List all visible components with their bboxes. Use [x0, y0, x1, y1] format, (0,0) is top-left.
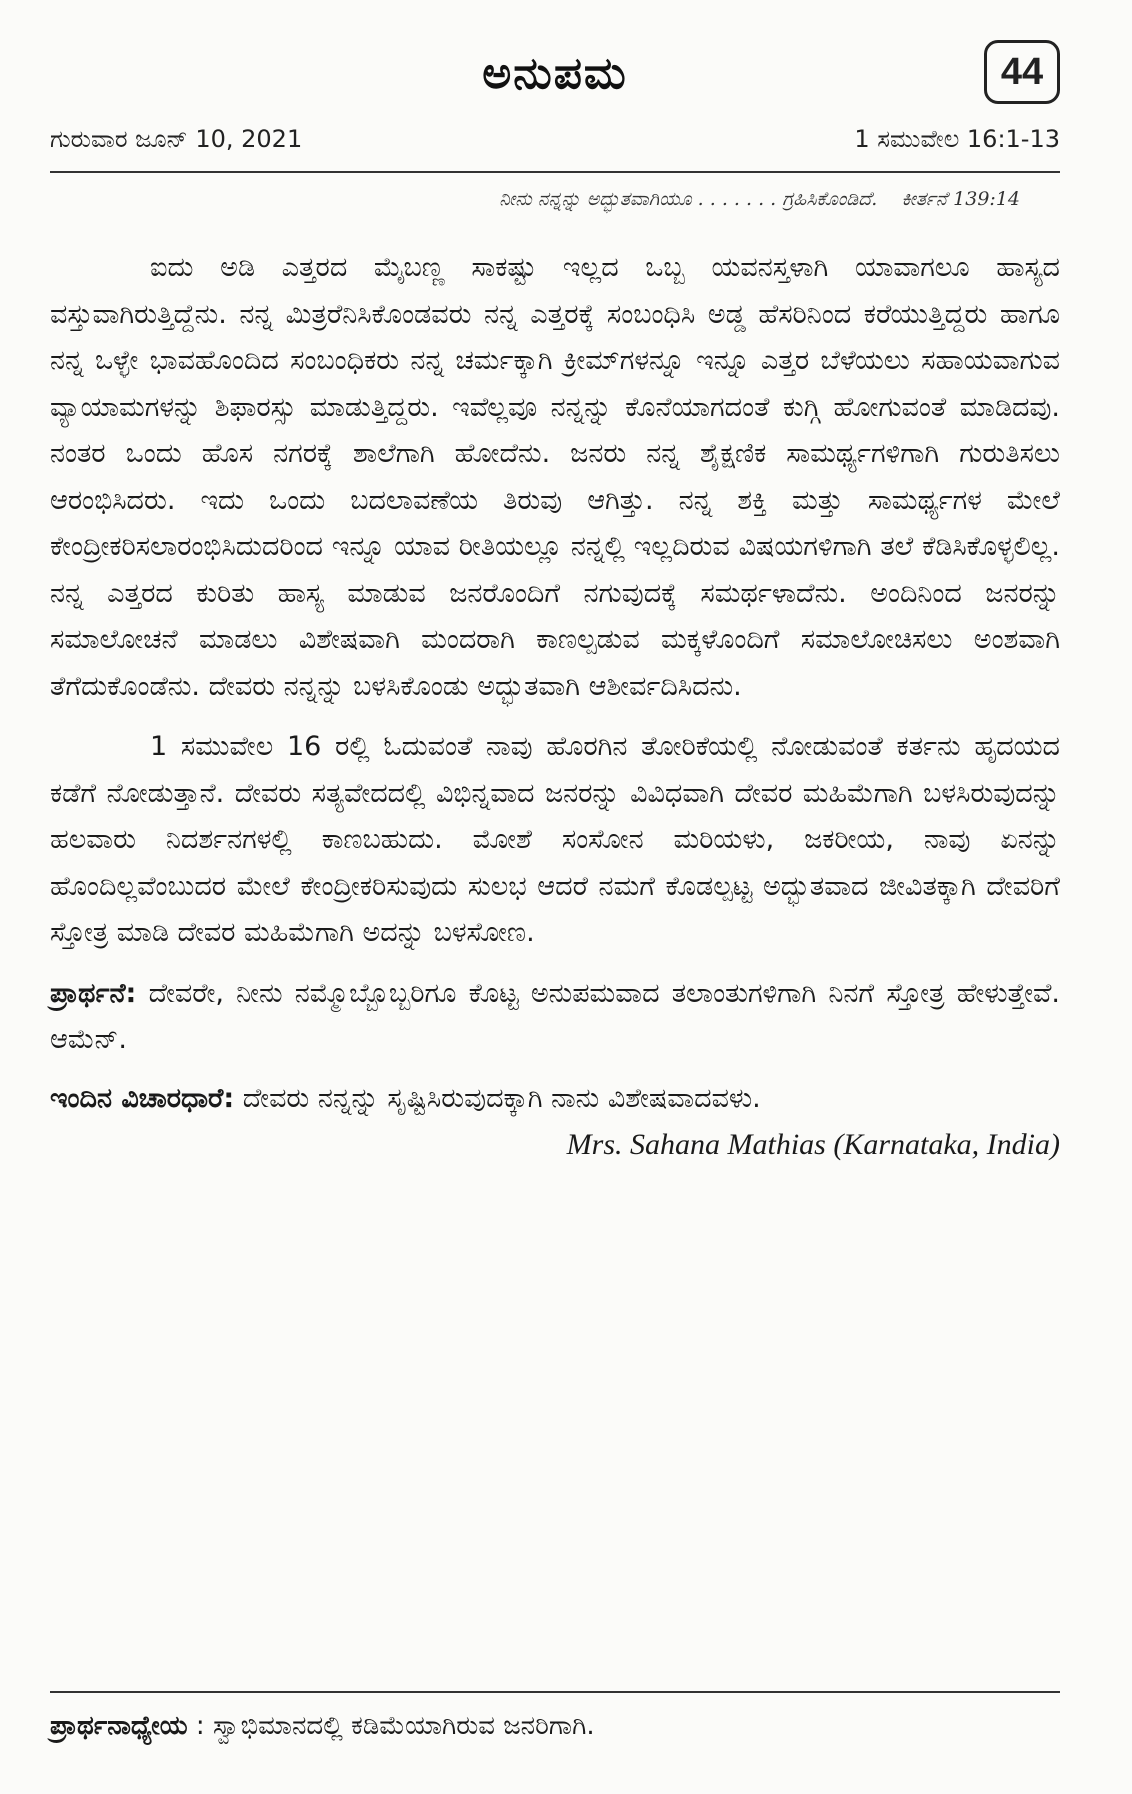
prayer-label: ಪ್ರಾರ್ಥನೆ: [50, 977, 137, 1009]
devotional-page [50, 30, 1060, 1770]
thought-label: ಇಂದಿನ ವಿಚಾರಧಾರೆ: [50, 1082, 235, 1114]
page-number-badge: 44 [984, 40, 1060, 104]
author: Mrs. Sahana Mathias (Karnataka, India) [566, 1128, 1060, 1161]
paragraph-1: ಐದು ಅಡಿ ಎತ್ತರದ ಮೈಬಣ್ಣ ಸಾಕಷ್ಟು ಇಲ್ಲದ ಒಬ್ಬ ಯವನಸ್ತಳಾಗಿ ಯಾವಾಗಲೂ ಹಾಸ್ಯದ ವಸ್ತುವಾಗಿರುತ್ತಿದ್ದೆನು. ನನ್ನ ಮಿತ್ರರೆನಿಸಿಕೊಂಡವರು ನನ್ನ ಎತ್ತರಕ್ಕೆ ಸಂಬಂಧಿಸಿ ಅಡ್ಡ ಹೆಸರಿನಿಂದ ಕರೆಯುತ್ತಿದ್ದರು ಹಾಗೂ ನನ್ನ ಒಳ್ಳೇ ಭಾವಹೊಂದಿದ ಸಂಬಂಧಿಕರು ನನ್ನ ಚರ್ಮಕ್ಕಾಗಿ ಕ್ರೀಮ್‌ಗಳನ್ನೂ ಇನ್ನೂ ಎತ್ತರ ಬೆಳೆಯಲು ಸಹಾಯವಾಗುವ ವ್ಯಾಯಾಮಗಳನ್ನು ಶಿಫಾರಸ್ಸು ಮಾಡುತ್ತಿದ್ದರು. ಇವೆಲ್ಲವೂ ನನ್ನನ್ನು ಕೊನೆಯಾಗದಂತೆ ಕುಗ್ಗಿ ಹೋಗುವಂತೆ ಮಾಡಿದವು. ನಂತರ ಒಂದು ಹೊಸ ನಗರಕ್ಕೆ ಶಾಲೆಗಾಗಿ ಹೋದೆನು. ಜನರು ನನ್ನ ಶೈಕ್ಷಣಿಕ ಸಾಮರ್ಥ್ಯಗಳಿಗಾಗಿ ಗುರುತಿಸಲು ಆರಂಭಿಸಿದರು. ಇದು ಒಂದು ಬದಲಾವಣೆಯ ತಿರುವು ಆಗಿತ್ತು. ನನ್ನ ಶಕ್ತಿ ಮತ್ತು ಸಾಮರ್ಥ್ಯಗಳ ಮೇಲೆ ಕೇಂದ್ರೀಕರಿಸಲಾರಂಭಿಸಿದುದರಿಂದ ಇನ್ನೂ ಯಾವ ರೀತಿಯಲ್ಲೂ ನನ್ನಲ್ಲಿ ಇಲ್ಲದಿರುವ ವಿಷಯಗಳಿಗಾಗಿ ತಲೆ ಕೆಡಿಸಿಕೊಳ್ಳಲಿಲ್ಲ. ನನ್ನ ಎತ್ತರದ ಕುರಿತು ಹಾಸ್ಯ ಮಾಡುವ ಜನರೊಂದಿಗೆ ನಗುವುದಕ್ಕೆ ಸಮರ್ಥಳಾದೆನು. ಅಂದಿನಿಂದ ಜನರನ್ನು ಸಮಾಲೋಚನೆ ಮಾಡಲು ವಿಶೇಷವಾಗಿ ಮಂದರಾಗಿ ಕಾಣಲ್ಪಡುವ ಮಕ್ಕಳೊಂದಿಗೆ ಸಮಾಲೋಚಿಸಲು ಅಂಶವಾಗಿ ತೆಗೆದುಕೊಂಡೆನು. ದೇವರು ನನ್ನನ್ನು ಬಳಸಿಕೊಂಡು ಅದ್ಭುತವಾಗಿ ಆಶೀರ್ವದಿಸಿದನು. [50, 252, 1060, 702]
prayer-focus [50, 1711, 1060, 1742]
page-title: ಅನುಪಮ [482, 48, 628, 99]
header-divider [50, 171, 1060, 173]
date: ಗುರುವಾರ ಜೂನ್ 10, 2021 [50, 125, 303, 153]
prayer-focus-label: ಪ್ರಾರ್ಥನಾಧ್ಯೇಯ [50, 1711, 188, 1741]
prayer [50, 971, 1060, 1064]
footer-divider [50, 1691, 1060, 1693]
key-verse-reference: ಕೀರ್ತನೆ 139:14 [901, 188, 1020, 210]
key-verse-text: ನೀನು ನನ್ನನ್ನು ಅದ್ಭುತವಾಗಿಯೂ . . . . . . . ಗ್ರಹಿಸಿಕೊಂಡಿದೆ. [499, 188, 878, 210]
scripture-reference: 1 ಸಮುವೇಲ 16:1-13 [854, 125, 1060, 153]
date-row [50, 125, 1060, 153]
prayer-text: ದೇವರೇ, ನೀನು ನಮ್ಮೊಬ್ಬೊಬ್ಬರಿಗೂ ಕೊಟ್ಟ ಅನುಪಮವಾದ ತಲಾಂತುಗಳಿಗಾಗಿ ನಿನಗೆ ಸ್ತೋತ್ರ ಹೇಳುತ್ತೇವೆ. ಆಮೆನ್. [50, 977, 1060, 1055]
thought-text: ದೇವರು ನನ್ನನ್ನು ಸೃಷ್ಟಿಸಿರುವುದಕ್ಕಾಗಿ ನಾನು ವಿಶೇಷವಾದವಳು. [242, 1082, 761, 1114]
key-verse [50, 188, 1060, 210]
article-body [50, 245, 1060, 1169]
prayer-focus-separator: : [195, 1711, 205, 1741]
thought-for-today [50, 1076, 1060, 1161]
prayer-focus-text: ಸ್ವಾಭಿಮಾನದಲ್ಲಿ ಕಡಿಮೆಯಾಗಿರುವ ಜನರಿಗಾಗಿ. [212, 1711, 595, 1741]
paragraph-2: 1 ಸಮುವೇಲ 16 ರಲ್ಲಿ ಓದುವಂತೆ ನಾವು ಹೊರಗಿನ ತೋರಿಕೆಯಲ್ಲಿ ನೋಡುವಂತೆ ಕರ್ತನು ಹೃದಯದ ಕಡೆಗೆ ನೋಡುತ್ತಾನೆ. ದೇವರು ಸತ್ಯವೇದದಲ್ಲಿ ವಿಭಿನ್ನವಾದ ಜನರನ್ನು ವಿವಿಧವಾಗಿ ದೇವರ ಮಹಿಮೆಗಾಗಿ ಬಳಸಿರುವುದನ್ನು ಹಲವಾರು ನಿದರ್ಶನಗಳಲ್ಲಿ ಕಾಣಬಹುದು. ಮೋಶೆ ಸಂಸೋನ ಮರಿಯಳು, ಜಕರೀಯ, ನಾವು ಏನನ್ನು ಹೊಂದಿಲ್ಲವೆಂಬುದರ ಮೇಲೆ ಕೇಂದ್ರೀಕರಿಸುವುದು ಸುಲಭ ಆದರೆ ನಮಗೆ ಕೊಡಲ್ಪಟ್ಟ ಅದ್ಭುತವಾದ ಜೀವಿತಕ್ಕಾಗಿ ದೇವರಿಗೆ ಸ್ತೋತ್ರ ಮಾಡಿ ದೇವರ ಮಹಿಮೆಗಾಗಿ ಅದನ್ನು ಬಳಸೋಣ. [50, 731, 1060, 948]
